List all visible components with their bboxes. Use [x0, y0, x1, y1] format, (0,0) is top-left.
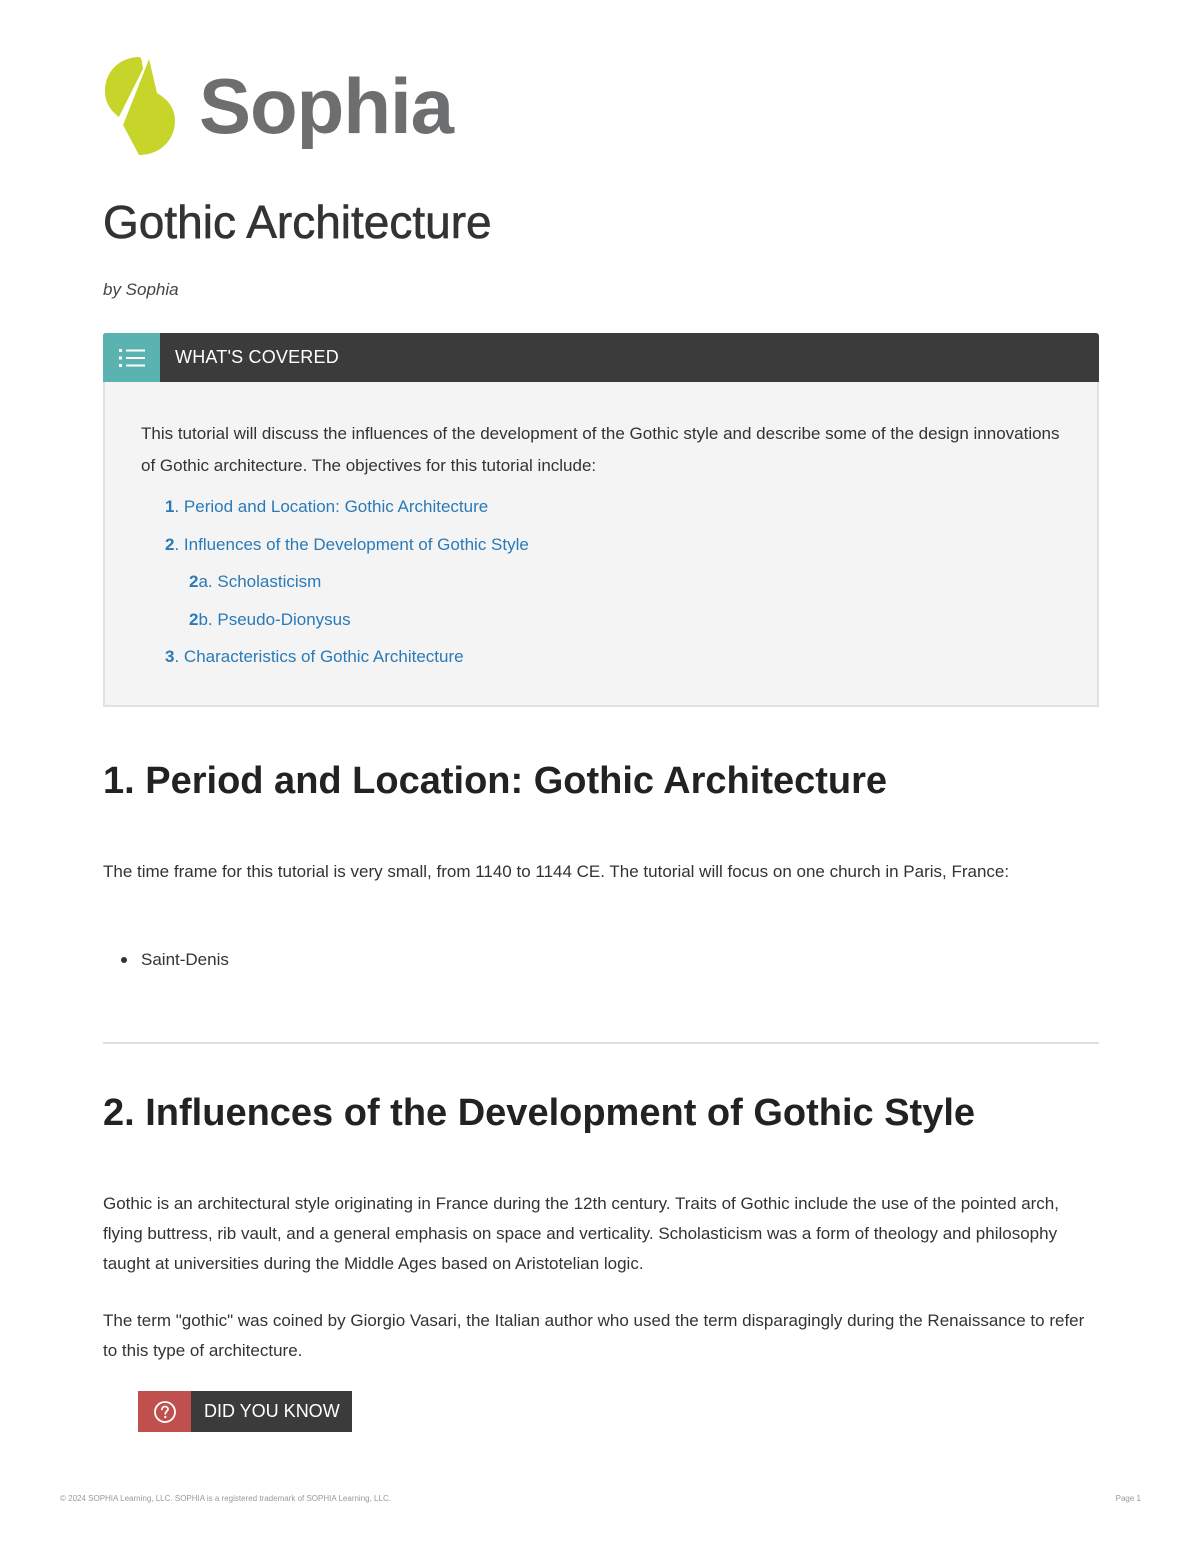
toc-text: b. Pseudo-Dionysus	[198, 609, 351, 629]
bullet-dot-icon	[121, 957, 127, 963]
sophia-logo	[103, 55, 453, 157]
section-1-heading: 1. Period and Location: Gothic Architecture	[103, 760, 888, 802]
toc-number: 2	[189, 609, 199, 629]
list-item	[121, 946, 229, 974]
page-title: Gothic Architecture	[103, 196, 492, 248]
objectives-list	[141, 488, 1061, 676]
section-1-paragraph: The time frame for this tutorial is very small, from 1140 to 1144 CE. The tutorial will focus on one church in Paris, France:	[103, 862, 1010, 881]
whats-covered-label: WHAT'S COVERED	[175, 347, 339, 367]
footer-copyright: © 2024 SOPHIA Learning, LLC. SOPHIA is a registered trademark of SOPHIA Learning, LLC.	[60, 1494, 391, 1503]
toc-text: . Characteristics of Gothic Architecture	[174, 647, 464, 666]
sophia-logo-mark-icon	[103, 55, 177, 157]
list-icon	[103, 333, 160, 382]
toc-link-section-1[interactable]	[141, 488, 1061, 526]
toc-link-section-2[interactable]	[141, 526, 1061, 564]
toc-number: 2	[189, 572, 199, 591]
toc-text: . Period and Location: Gothic Architecture	[174, 497, 489, 516]
question-icon	[138, 1391, 191, 1432]
toc-number: 3	[165, 647, 175, 666]
whats-covered-intro: This tutorial will discuss the influences of the development of the Gothic style and describe some of the design innovations of Gothic architecture. The objectives for this tutorial include:	[141, 424, 1060, 475]
page-number: Page 1	[1115, 1494, 1141, 1503]
byline: by Sophia	[103, 280, 179, 299]
section-2-paragraph-2: The term "gothic" was coined by Giorgio Vasari, the Italian author who used the term disparagingly during the Renaissance to refer to this type of architecture.	[103, 1311, 1085, 1360]
section-2-heading: 2. Influences of the Development of Gothic Style	[103, 1092, 976, 1134]
toc-link-section-2b[interactable]	[141, 601, 1061, 639]
toc-text: . Influences of the Development of Gothic Style	[174, 534, 529, 554]
toc-link-section-3[interactable]	[141, 638, 1061, 676]
section-divider	[103, 1042, 1099, 1044]
whats-covered-body	[103, 382, 1099, 707]
toc-number: 1	[165, 497, 175, 516]
sophia-wordmark: Sophia	[199, 62, 454, 150]
whats-covered-box	[103, 333, 1099, 707]
bullet-text: Saint-Denis	[141, 950, 229, 969]
toc-number: 2	[165, 534, 175, 554]
toc-text: a. Scholasticism	[198, 572, 322, 591]
whats-covered-header	[103, 333, 1099, 382]
did-you-know-callout	[138, 1391, 352, 1432]
did-you-know-label: DID YOU KNOW	[191, 1391, 352, 1432]
toc-link-section-2a[interactable]	[141, 563, 1061, 601]
section-2-paragraph-1: Gothic is an architectural style originating in France during the 12th century. Traits of Gothic include the use of the pointed arch, flying buttress, rib vault, and a general emphasis on space and verticality. Scholasticism was a form of theology and philosophy taught at universities during the Middle Ages based on Aristotelian logic.	[103, 1194, 1059, 1273]
